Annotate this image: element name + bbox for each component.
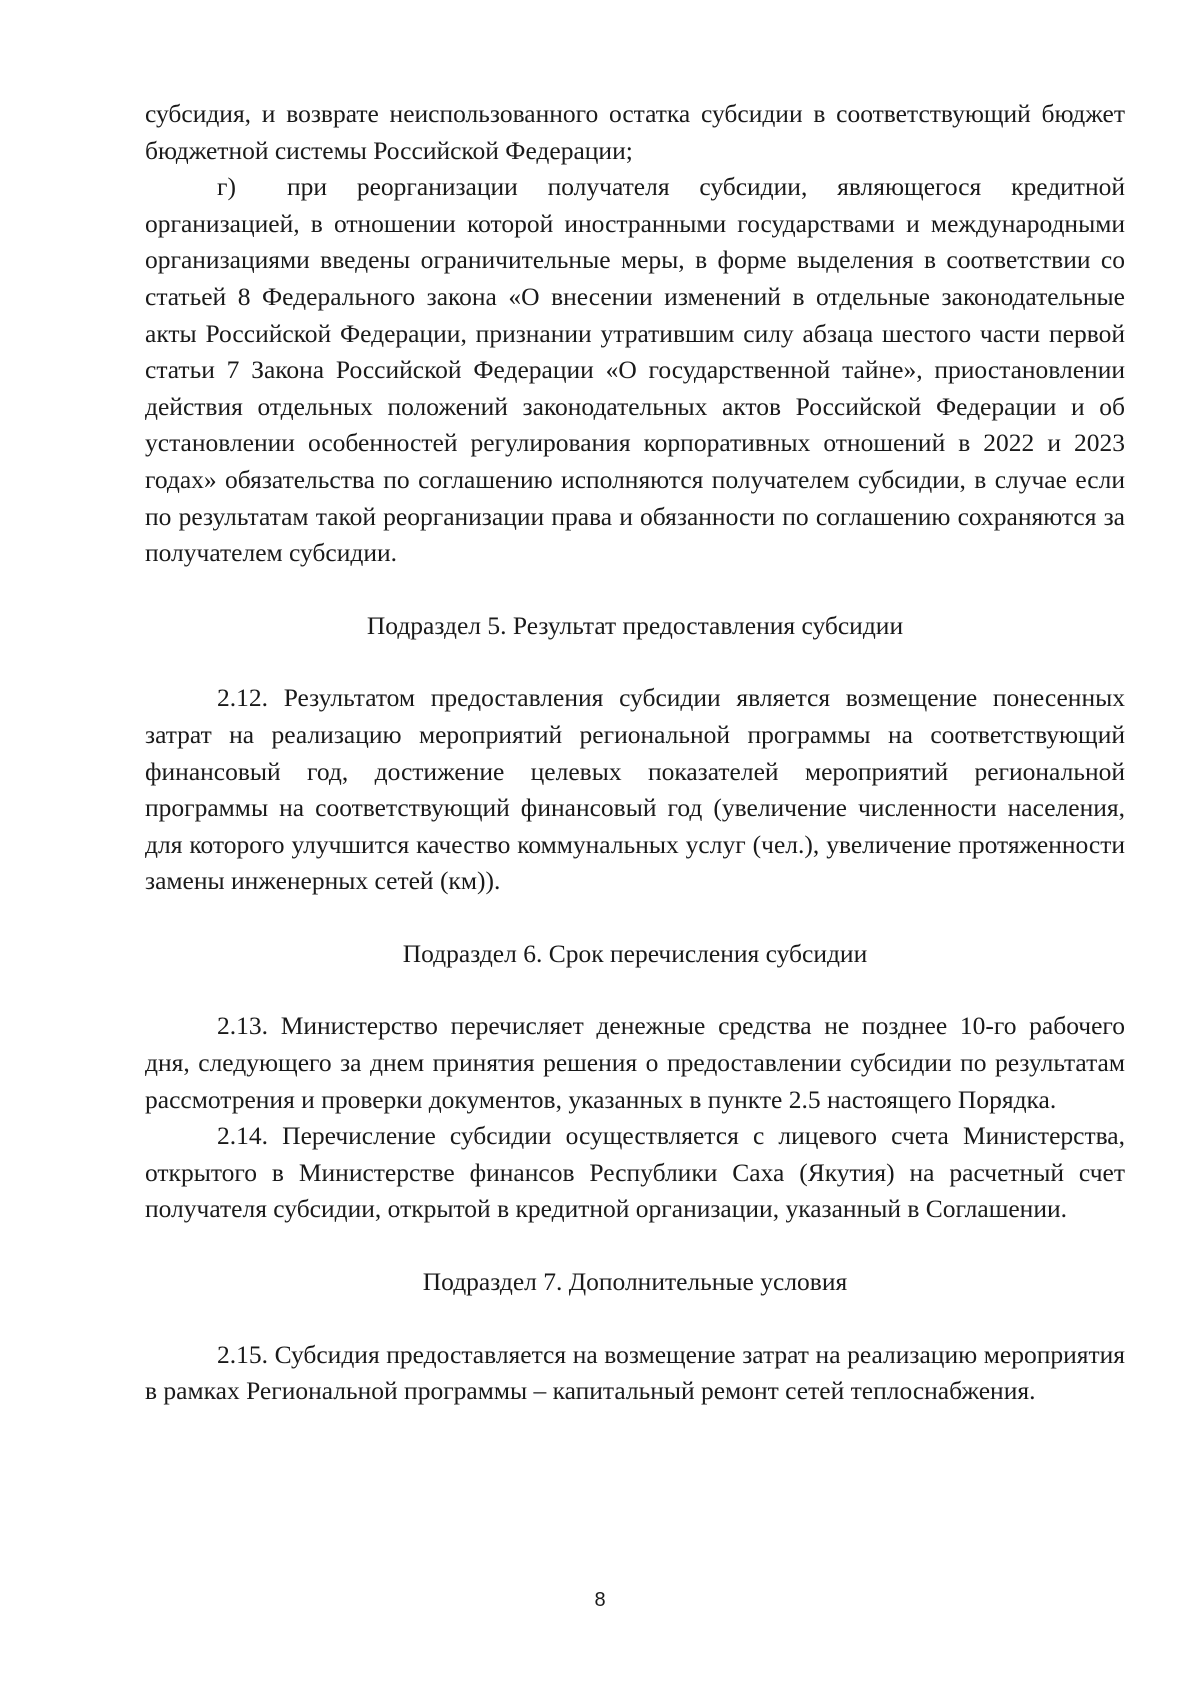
item-g-text: при реорганизации получателя субсидии, являющегося кредитной организацией, в отношении которой иностранными государствами и международными организациями введены ограничительные меры, в форме выделения в соответствии со статьей 8 Федерального закона «О внесении изменений в отдельные законодательные акты Российской Федерации, признании утратившим силу абзаца шестого части первой статьи 7 Закона Российской Федерации «О государственной тайне», приостановлении действия отдельных положений законодательных актов Российской Федерации и об установлении особенностей регулирования корпоративных отношений в 2022 и 2023 годах» обязательства по соглашению исполняются получателем субсидии, в случае если по результатам такой реорганизации права и обязанности по соглашению сохраняются за получателем субсидии. xyxy=(145,172,1125,568)
heading-subsection-7: Подраздел 7. Дополнительные условия xyxy=(422,1267,848,1297)
paragraph-2-15: 2.15. Субсидия предоставляется на возмещение затрат на реализацию мероприятия в рамках Региональной программы – капитальный ремонт сетей теплоснабжения. xyxy=(145,1339,1125,1406)
document-body xyxy=(145,96,1125,1410)
page-number: 8 xyxy=(594,1589,606,1611)
item-g-marker: г) xyxy=(217,172,236,202)
heading-subsection-5: Подраздел 5. Результат предоставления субсидии xyxy=(366,610,904,640)
heading-subsection-6: Подраздел 6. Срок перечисления субсидии xyxy=(402,938,868,968)
paragraph-2-12: 2.12. Результатом предоставления субсидии является возмещение понесенных затрат на реализацию мероприятий региональной программы на соответствующий финансовый год, достижение целевых показателей мероприятий региональной программы на соответствующий финансовый год (увеличение численности населения, для которого улучшится качество коммунальных услуг (чел.), увеличение протяженности замены инженерных сетей (км)). xyxy=(145,683,1125,896)
paragraph-item-g xyxy=(145,169,1125,572)
paragraph-2-14: 2.14. Перечисление субсидии осуществляется с лицевого счета Министерства, открытого в Министерстве финансов Республики Саха (Якутия) на расчетный счет получателя субсидии, открытой в кредитной организации, указанный в Соглашении. xyxy=(145,1121,1125,1224)
paragraph-2-13: 2.13. Министерство перечисляет денежные средства не позднее 10-го рабочего дня, следующего за днем принятия решения о предоставлении субсидии по результатам рассмотрения и проверки документов, указанных в пункте 2.5 настоящего Порядка. xyxy=(145,1011,1125,1114)
paragraph-continuation: субсидия, и возврате неиспользованного остатка субсидии в соответствующий бюджет бюджетной системы Российской Федерации; xyxy=(145,99,1125,165)
